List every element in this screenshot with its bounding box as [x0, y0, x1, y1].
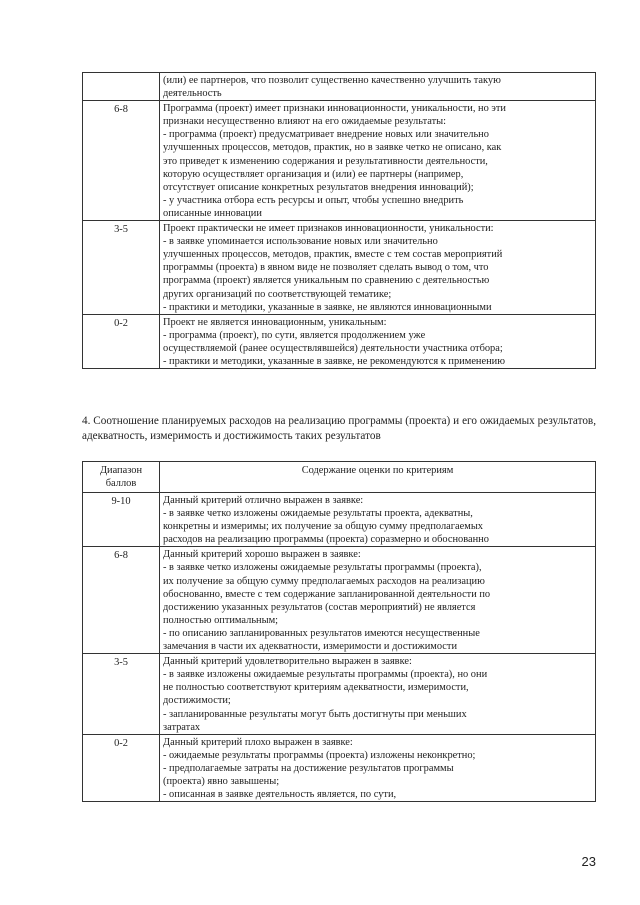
- criteria-text-line: не полностью соответствуют критериям адекватности, измеримости,: [163, 682, 469, 694]
- page-number: 23: [581, 854, 596, 869]
- criteria-text-line: - запланированные результаты могут быть достигнуты при меньших: [163, 708, 467, 720]
- table-row: [83, 734, 596, 801]
- score-range-cell: 3-5: [83, 221, 160, 315]
- criteria-description-cell: [160, 547, 596, 654]
- criteria-description-cell: [160, 734, 596, 801]
- table-header-row: [83, 462, 596, 493]
- criteria-text-line: описанные инновации: [163, 207, 262, 219]
- criteria-text-line: - программа (проект) предусматривает внедрение новых или значительно: [163, 129, 489, 141]
- criteria-text-line: Программа (проект) имеет признаки инновационности, уникальности, но эти: [163, 103, 506, 115]
- section-4-heading: 4. Соотношение планируемых расходов на реализацию программы (проекта) и его ожидаемых результатов, адекватность, измеримость и достижимость таких результатов: [82, 415, 596, 442]
- table-row: [83, 221, 596, 315]
- criteria-text-line: осуществляемой (ранее осуществлявшейся) деятельности участника отбора;: [163, 342, 503, 354]
- criteria-description-cell: [160, 73, 596, 101]
- criteria-description-cell: [160, 654, 596, 735]
- criteria-text-line: Проект не является инновационным, уникальным:: [163, 316, 387, 328]
- criteria-text-line: - предполагаемые затраты на достижение результатов программы: [163, 762, 454, 774]
- criteria-text-line: Данный критерий отлично выражен в заявке:: [163, 495, 364, 506]
- table-row: [83, 73, 596, 101]
- criteria-table-expenses: [82, 461, 596, 802]
- header-score-range: Диапазон баллов: [83, 462, 160, 493]
- score-range-cell: 6-8: [83, 101, 160, 221]
- criteria-text-line: улучшенных процессов, методов, практик, вместе с тем состав мероприятий: [163, 249, 503, 261]
- table-row: [83, 547, 596, 654]
- table-row: [83, 493, 596, 547]
- criteria-text-line: - в заявке упоминается использование новых или значительно: [163, 236, 438, 248]
- criteria-text-line: - в заявке четко изложены ожидаемые результаты проекта, адекватны,: [163, 508, 473, 520]
- criteria-text-line: Данный критерий удовлетворительно выражен в заявке:: [163, 656, 412, 668]
- criteria-text-line: (или) ее партнеров, что позволит существенно качественно улучшить такую: [163, 75, 501, 86]
- score-range-cell: 3-5: [83, 654, 160, 735]
- criteria-text-line: - практики и методики, указанные в заявке, не являются инновационными: [163, 301, 492, 313]
- criteria-text-line: программы (проекта) в явном виде не позволяет сделать вывод о том, что: [163, 262, 489, 274]
- criteria-text-line: обоснованно, вместе с тем содержание запланированной деятельности по: [163, 588, 491, 600]
- criteria-text-line: конкретны и измеримы; их получение за общую сумму предполагаемых: [163, 521, 483, 533]
- criteria-text-line: достижению указанных результатов (состав мероприятий) не является: [163, 601, 476, 613]
- criteria-text-line: Проект практически не имеет признаков инновационности, уникальности:: [163, 223, 494, 235]
- criteria-text-line: это приведет к изменению содержания и результативности деятельности,: [163, 155, 488, 167]
- criteria-text-line: улучшенных процессов, методов, практик, но в заявке четко не описано, как: [163, 142, 502, 154]
- score-range-cell: [83, 73, 160, 101]
- criteria-description-cell: [160, 314, 596, 368]
- criteria-text-line: замечания в части их адекватности, измеримости и достижимости: [163, 641, 458, 653]
- score-range-cell: 6-8: [83, 547, 160, 654]
- criteria-text-line: программа (проект) является уникальным по сравнению с деятельностью: [163, 275, 490, 287]
- criteria-text-line: - в заявке четко изложены ожидаемые результаты программы (проекта),: [163, 562, 482, 574]
- criteria-text-line: расходов на реализацию программы (проекта) соразмерно и обоснованно: [163, 534, 489, 546]
- criteria-text-line: других организаций по соответствующей тематике;: [163, 288, 392, 300]
- criteria-text-line: - ожидаемые результаты программы (проекта) изложены неконкретно;: [163, 749, 476, 761]
- criteria-text-line: Данный критерий плохо выражен в заявке:: [163, 736, 353, 748]
- table-row: [83, 654, 596, 735]
- criteria-description-cell: [160, 493, 596, 547]
- criteria-text-line: - описанная в заявке деятельность является, по сути,: [163, 789, 397, 801]
- criteria-text-line: - практики и методики, указанные в заявке, не рекомендуются к применению: [163, 355, 505, 367]
- criteria-description-cell: [160, 101, 596, 221]
- criteria-text-line: Данный критерий хорошо выражен в заявке:: [163, 549, 361, 561]
- criteria-text-line: (проекта) явно завышены;: [163, 775, 280, 787]
- criteria-text-line: признаки несущественно влияют на его ожидаемые результаты:: [163, 116, 446, 128]
- table-row: [83, 101, 596, 221]
- criteria-text-line: деятельность: [163, 88, 222, 100]
- criteria-text-line: достижимости;: [163, 695, 231, 707]
- score-range-cell: 0-2: [83, 734, 160, 801]
- criteria-text-line: - у участника отбора есть ресурсы и опыт, чтобы успешно внедрить: [163, 194, 464, 206]
- criteria-text-line: - программа (проект), по сути, является продолжением уже: [163, 329, 426, 341]
- score-range-cell: 0-2: [83, 314, 160, 368]
- criteria-text-line: которую осуществляет организация и (или) ее партнеры (например,: [163, 168, 464, 180]
- criteria-description-cell: [160, 221, 596, 315]
- criteria-text-line: затратах: [163, 721, 201, 733]
- header-criteria-content: Содержание оценки по критериям: [160, 462, 596, 493]
- table-row: [83, 314, 596, 368]
- criteria-text-line: отсутствует описание конкретных результатов внедрения инноваций);: [163, 181, 474, 193]
- criteria-table-innovation: [82, 72, 596, 369]
- criteria-text-line: - в заявке изложены ожидаемые результаты программы (проекта), но они: [163, 669, 488, 681]
- criteria-text-line: - по описанию запланированных результатов имеются несущественные: [163, 627, 480, 639]
- criteria-text-line: их получение за общую сумму предполагаемых расходов на реализацию: [163, 575, 485, 587]
- criteria-text-line: полностью оптимальным;: [163, 614, 279, 626]
- score-range-cell: 9-10: [83, 493, 160, 547]
